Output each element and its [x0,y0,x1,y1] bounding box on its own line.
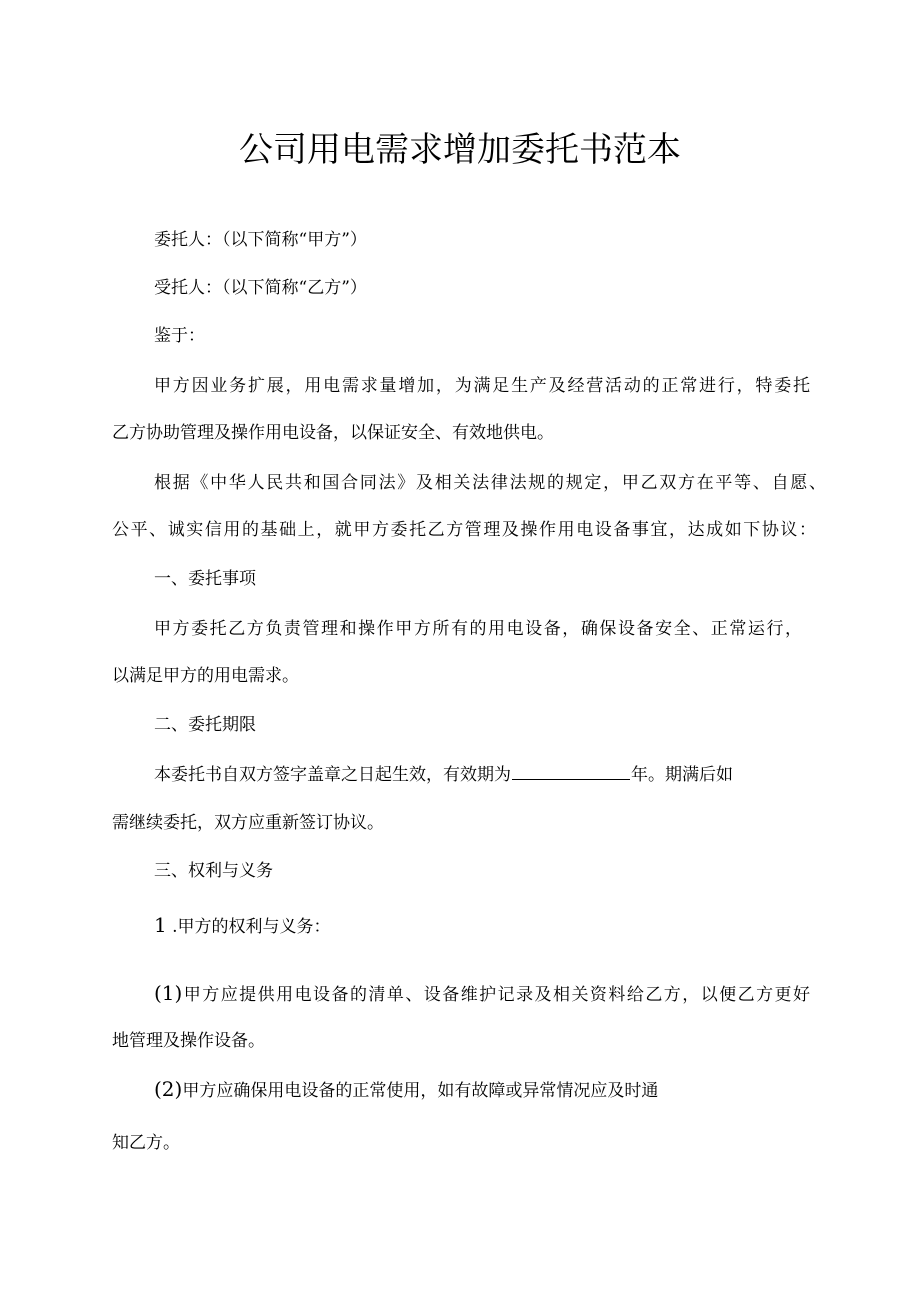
para2-line1: 根据《中华人民共和国合同法》及相关法律法规的规定，甲乙双方在平等、自愿、 [154,473,826,493]
section3-heading: 三、权利与义务 [154,861,273,881]
sub1-number: (1) [154,981,183,1005]
para1-line2: 乙方协助管理及操作用电设备，以保证安全、有效地供电。 [112,423,554,443]
item1-number: 1 [154,913,167,937]
sub2-line2: 知乙方。 [112,1133,180,1153]
item1-line [154,913,331,939]
sub2-line1 [154,1077,658,1103]
section2-line1-after: 年。期满后如 [631,765,733,785]
para2-line2: 公平、诚实信用的基础上，就甲方委托乙方管理及操作用电设备事宜，达成如下协议： [112,520,816,540]
section2-line2: 需继续委托，双方应重新签订协议。 [112,813,384,833]
section2-heading: 二、委托期限 [154,715,256,735]
section2-line1-before: 本委托书自双方签字盖章之日起生效，有效期为 [154,765,511,785]
section1-heading: 一、委托事项 [154,569,256,589]
sub1-text: 甲方应提供用电设备的清单、设备维护记录及相关资料给乙方，以便乙方更好 [182,985,810,1005]
section1-line2: 以满足甲方的用电需求。 [112,666,299,686]
whereas-label: 鉴于： [154,326,205,346]
sub2-text: 甲方应确保用电设备的正常使用，如有故障或异常情况应及时通 [182,1081,659,1101]
section2-line1 [154,762,733,787]
client-line: 委托人：（以下简称“甲方”） [154,230,367,250]
item1-text: .甲方的权利与义务： [172,917,331,937]
sub1-line1 [154,981,810,1007]
sub1-line2: 地管理及操作设备。 [112,1031,265,1051]
sub2-number: (2) [154,1077,183,1101]
section1-line1: 甲方委托乙方负责管理和操作甲方所有的用电设备，确保设备安全、正常运行， [154,619,802,639]
document-title: 公司用电需求增加委托书范本 [239,130,681,170]
para1-line1: 甲方因业务扩展，用电需求量增加，为满足生产及经营活动的正常进行，特委托 [154,376,810,396]
term-years-blank [512,762,630,780]
agent-line: 受托人：（以下简称“乙方”） [154,278,367,298]
